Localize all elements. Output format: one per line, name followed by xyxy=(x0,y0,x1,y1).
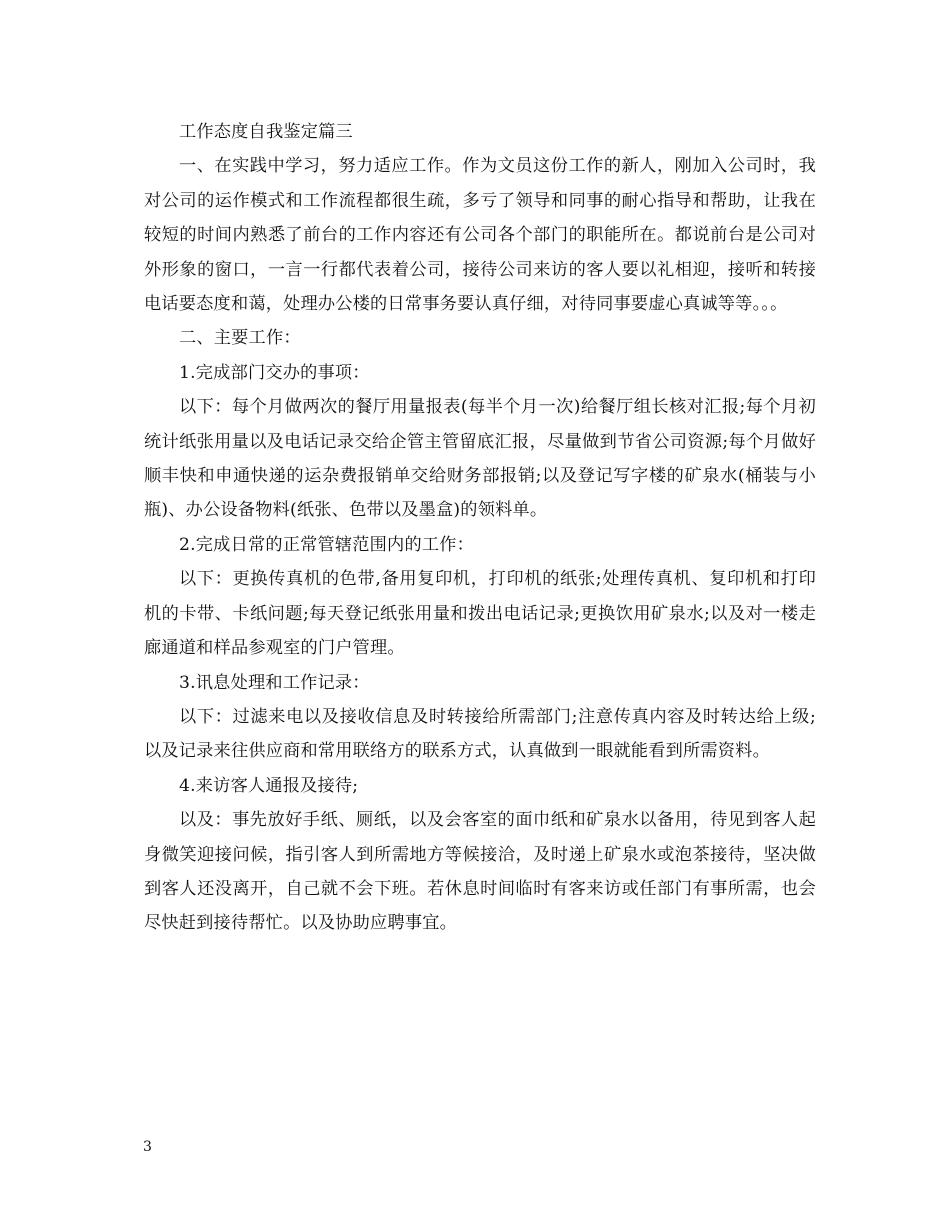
item-heading-visitor-reception: 4.来访客人通报及接待; xyxy=(179,775,359,796)
paragraph-visitor-reception: 以及：事先放好手纸、厕纸，以及会客室的面巾纸和矿泉水以备用，待见到客人起身微笑迎接问候，指引客人到所需地方等候接洽，及时递上矿泉水或泡茶接待，坚决做到客人还没离开，自己就不会下班。若休息时间临时有客来访或任部门有事所需，也会尽快赶到接待帮忙。以及协助应聘事宜。 xyxy=(144,810,816,934)
section-heading-main-work: 二、主要工作： xyxy=(179,328,301,349)
item-heading-department-tasks: 1.完成部门交办的事项： xyxy=(179,362,370,383)
item-heading-information-records: 3.讯息处理和工作记录： xyxy=(179,672,370,693)
document-title: 工作态度自我鉴定篇三 xyxy=(179,122,353,142)
document-body xyxy=(144,115,816,941)
page-number: 3 xyxy=(143,1139,152,1155)
paragraph-department-tasks: 以下：每个月做两次的餐厅用量报表(每半个月一次)给餐厅组长核对汇报;每个月初统计纸张用量以及电话记录交给企管主管留底汇报，尽量做到节省公司资源;每个月做好顺丰快和申通快递的运杂费报销单交给财务部报销;以及登记写字楼的矿泉水(桶装与小瓶)、办公设备物料(纸张、色带以及墨盒)的领料单。 xyxy=(144,397,816,521)
paragraph-practice-learning: 一、在实践中学习，努力适应工作。作为文员这份工作的新人，刚加入公司时，我对公司的运作模式和工作流程都很生疏，多亏了领导和同事的耐心指导和帮助，让我在较短的时间内熟悉了前台的工作内容还有公司各个部门的职能所在。都说前台是公司对外形象的窗口，一言一行都代表着公司，接待公司来访的客人要以礼相迎，接听和转接电话要态度和蔼，处理办公楼的日常事务要认真仔细，对待同事要虚心真诚等等。。。 xyxy=(144,156,816,315)
item-heading-daily-work: 2.完成日常的正常管辖范围内的工作： xyxy=(179,534,475,555)
paragraph-information-records: 以下：过滤来电以及接收信息及时转接给所需部门;注意传真内容及时转达给上级;以及记录来往供应商和常用联络方的联系方式，认真做到一眼就能看到所需资料。 xyxy=(144,706,816,762)
paragraph-daily-work: 以下：更换传真机的色带,备用复印机，打印机的纸张;处理传真机、复印机和打印机的卡带、卡纸问题;每天登记纸张用量和拨出电话记录;更换饮用矿泉水;以及对一楼走廊通道和样品参观室的门户管理。 xyxy=(144,569,816,659)
